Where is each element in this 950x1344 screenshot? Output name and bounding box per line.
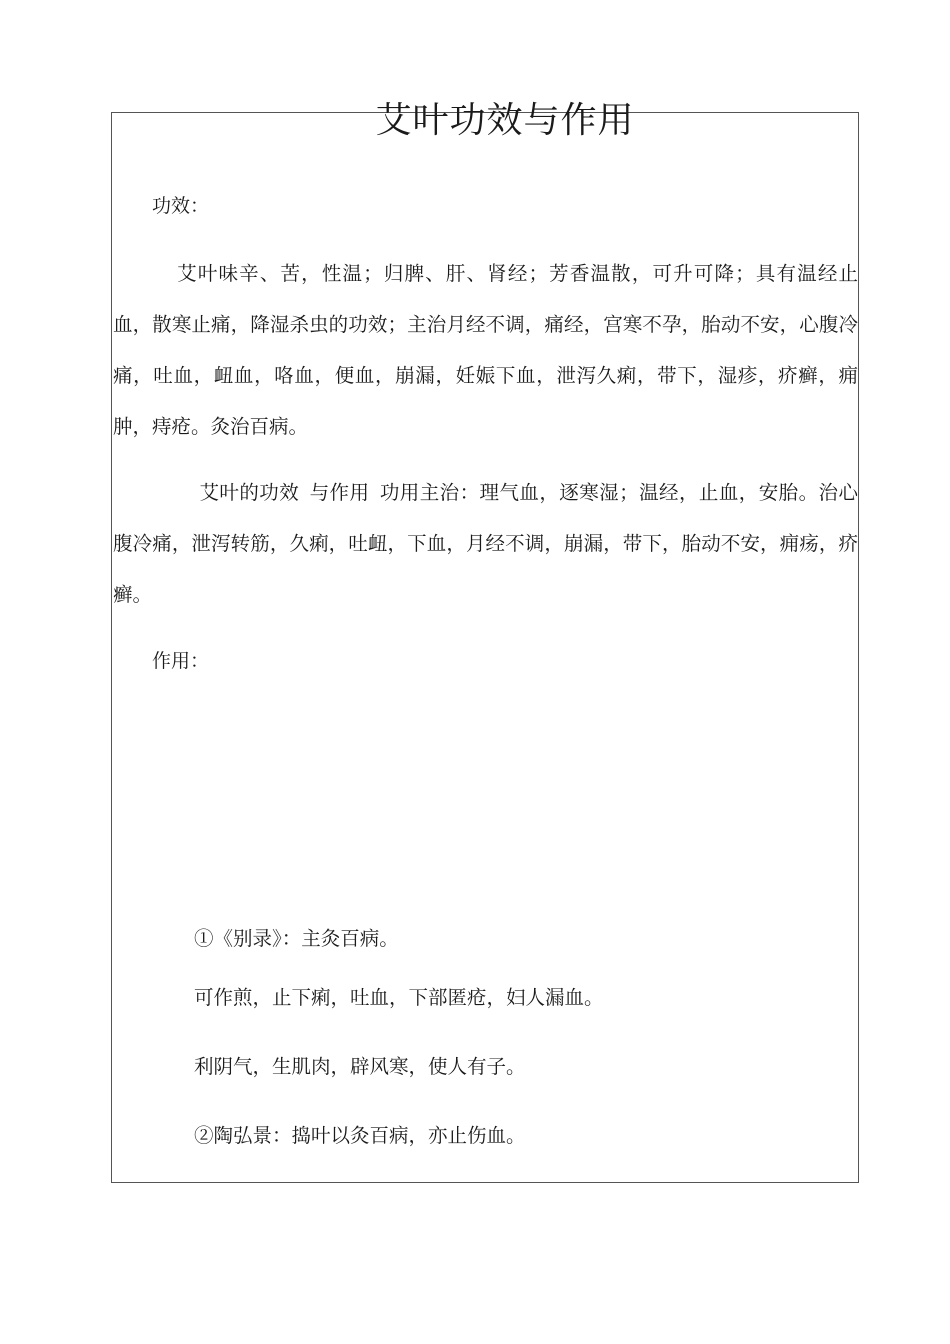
function-line-1: ①《别录》：主灸百病。: [194, 927, 399, 950]
efficacy-paragraph-2: [113, 467, 858, 620]
efficacy-heading: 功效：: [152, 195, 210, 217]
efficacy-paragraph-2-part-3: 功用主治：理气血，逐寒湿；温经，止血，安胎。治心腹冷痛，泄泻转筋，久痢，吐衄，下血，月经不调，崩漏，带下，胎动不安，痈疡，疥癣。: [113, 481, 858, 606]
function-heading: 作用：: [152, 650, 210, 672]
document-title: 艾叶功效与作用: [375, 100, 635, 141]
efficacy-paragraph-2-part-2: 与作用: [309, 481, 370, 504]
efficacy-paragraph-1: [113, 248, 858, 452]
efficacy-paragraph-2-part-1: 艾叶的功效: [199, 481, 300, 504]
function-line-2: 可作煎，止下痢，吐血，下部匿疮，妇人漏血。: [194, 986, 604, 1009]
function-line-4: ②陶弘景：捣叶以灸百病，亦止伤血。: [194, 1124, 526, 1147]
function-line-3: 利阴气，生肌肉，辟风寒，使人有子。: [194, 1055, 526, 1078]
efficacy-paragraph-1-text: 艾叶味辛、苦，性温；归脾、肝、肾经；芳香温散，可升可降；具有温经止血，散寒止痛，降湿杀虫的功效；主治月经不调，痛经，宫寒不孕，胎动不安，心腹冷痛，吐血，衄血，咯血，便血，崩漏，妊娠下血，泄泻久痢，带下，湿疹，疥癣，痈肿，痔疮。灸治百病。: [113, 262, 858, 438]
